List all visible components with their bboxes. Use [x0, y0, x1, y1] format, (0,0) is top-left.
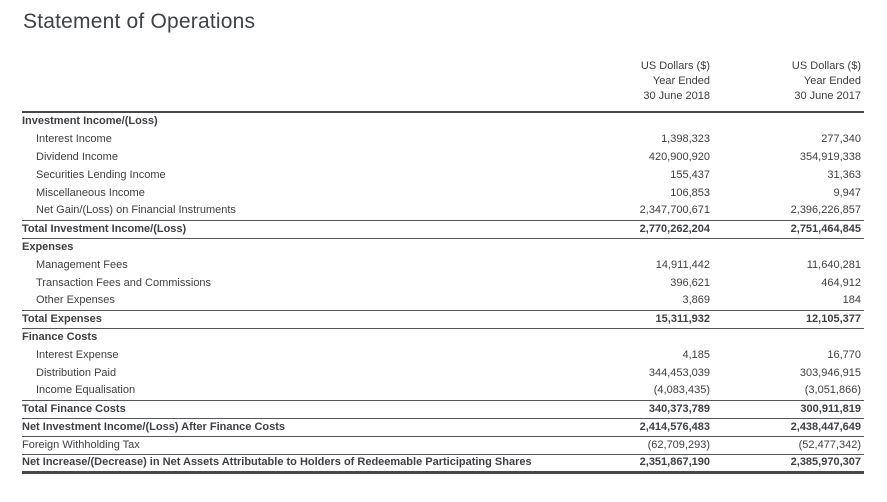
header-2017-currency: US Dollars ($) — [791, 60, 861, 72]
row-value-2018: 2,351,867,190 — [562, 454, 713, 472]
row-finance-costs-section — [22, 328, 864, 346]
row-label: Income Equalisation — [36, 384, 136, 397]
row-label: Expenses — [22, 240, 74, 253]
row-value-2017: 2,438,447,649 — [713, 418, 864, 436]
header-2017-period: Year Ended — [803, 75, 861, 87]
row-label: Net Increase/(Decrease) in Net Assets Attributable to Holders of Redeemable Participating Shares — [22, 454, 562, 472]
table-body — [22, 112, 864, 472]
row-value-2018: 2,414,576,483 — [562, 418, 713, 436]
header-2018-currency: US Dollars ($) — [640, 60, 710, 72]
row-label: Foreign Withholding Tax — [22, 436, 562, 454]
row-total-expenses — [22, 310, 864, 328]
row-total-investment-income — [22, 220, 864, 238]
row-net-increase-decrease-net-assets — [22, 454, 864, 472]
row-value-2018: 106,853 — [670, 186, 710, 199]
header-col-2017 — [713, 59, 864, 112]
row-foreign-withholding-tax — [22, 436, 864, 454]
row-value-2018: 396,621 — [670, 276, 710, 289]
row-label: Total Finance Costs — [22, 400, 562, 418]
row-value-2018: 4,185 — [682, 348, 710, 361]
statement-table — [22, 59, 864, 474]
header-row — [22, 59, 864, 112]
row-value-2017: (52,477,342) — [713, 436, 864, 454]
row-label: Net Gain/(Loss) on Financial Instruments — [36, 204, 236, 217]
row-value-2017: 12,105,377 — [713, 310, 864, 328]
row-label: Interest Expense — [36, 348, 119, 361]
header-2017-date: 30 June 2017 — [794, 90, 861, 102]
row-value-2017: 2,751,464,845 — [713, 220, 864, 238]
row-value-2017: 2,396,226,857 — [790, 204, 861, 217]
row-value-2018 — [562, 328, 713, 346]
row-value-2017 — [713, 238, 864, 256]
header-2018-date: 30 June 2018 — [643, 90, 710, 102]
row-expenses-section — [22, 238, 864, 256]
row-total-finance-costs — [22, 400, 864, 418]
row-value-2018: 14,911,442 — [655, 258, 710, 271]
row-transaction-fees-commissions — [22, 274, 864, 292]
row-value-2017: 16,770 — [827, 348, 861, 361]
row-dividend-income — [22, 148, 864, 166]
row-value-2018: 155,437 — [670, 168, 710, 181]
row-interest-income — [22, 130, 864, 148]
row-value-2018: 15,311,932 — [562, 310, 713, 328]
row-securities-lending-income — [22, 166, 864, 184]
row-value-2018: 420,900,920 — [648, 150, 710, 163]
row-miscellaneous-income — [22, 184, 864, 202]
row-net-gain-loss-financial-instruments — [22, 202, 864, 220]
row-management-fees — [22, 256, 864, 274]
row-distribution-paid — [22, 364, 864, 382]
row-label: Securities Lending Income — [36, 168, 166, 181]
row-interest-expense — [22, 346, 864, 364]
row-value-2017: 11,640,281 — [806, 258, 861, 271]
row-value-2018: 344,453,039 — [648, 366, 710, 379]
row-label: Miscellaneous Income — [36, 186, 145, 199]
row-label: Total Investment Income/(Loss) — [22, 220, 562, 238]
row-value-2017: 464,912 — [821, 276, 861, 289]
row-value-2018: 3,869 — [682, 294, 710, 307]
row-label: Management Fees — [36, 258, 128, 271]
row-value-2018: 2,347,700,671 — [639, 204, 710, 217]
row-value-2018: 1,398,323 — [661, 132, 710, 145]
row-value-2017: (3,051,866) — [804, 384, 861, 397]
row-investment-income-section — [22, 112, 864, 130]
row-value-2017: 2,385,970,307 — [713, 454, 864, 472]
row-value-2017 — [713, 112, 864, 130]
row-label: Investment Income/(Loss) — [22, 115, 158, 127]
row-label: Dividend Income — [36, 150, 118, 163]
row-value-2018: (4,083,435) — [653, 384, 710, 397]
row-label: Distribution Paid — [36, 366, 117, 379]
row-value-2017: 303,946,915 — [799, 366, 861, 379]
row-value-2017 — [713, 328, 864, 346]
row-value-2017: 354,919,338 — [799, 150, 861, 163]
row-value-2018: (62,709,293) — [562, 436, 713, 454]
row-label: Finance Costs — [22, 330, 98, 343]
row-value-2017: 9,947 — [833, 186, 861, 199]
row-value-2018: 340,373,789 — [562, 400, 713, 418]
statement-of-operations-page — [0, 10, 887, 502]
row-value-2017: 277,340 — [821, 132, 861, 145]
row-value-2018 — [562, 238, 713, 256]
row-net-investment-income-after-finance-costs — [22, 418, 864, 436]
row-label: Total Expenses — [22, 310, 562, 328]
header-col-2018 — [562, 59, 713, 112]
header-2018-period: Year Ended — [652, 75, 710, 87]
page-title: Statement of Operations — [23, 10, 256, 33]
row-label: Other Expenses — [36, 294, 115, 307]
row-value-2018: 2,770,262,204 — [562, 220, 713, 238]
row-value-2017: 300,911,819 — [713, 400, 864, 418]
row-income-equalisation — [22, 382, 864, 400]
row-label: Net Investment Income/(Loss) After Finance Costs — [22, 418, 562, 436]
table-header — [22, 59, 864, 112]
row-value-2018 — [562, 112, 713, 130]
row-label: Transaction Fees and Commissions — [36, 276, 212, 289]
row-other-expenses — [22, 292, 864, 310]
row-value-2017: 31,363 — [827, 168, 861, 181]
row-label: Interest Income — [36, 132, 112, 145]
row-value-2017: 184 — [842, 294, 861, 307]
header-label-spacer — [22, 59, 562, 112]
